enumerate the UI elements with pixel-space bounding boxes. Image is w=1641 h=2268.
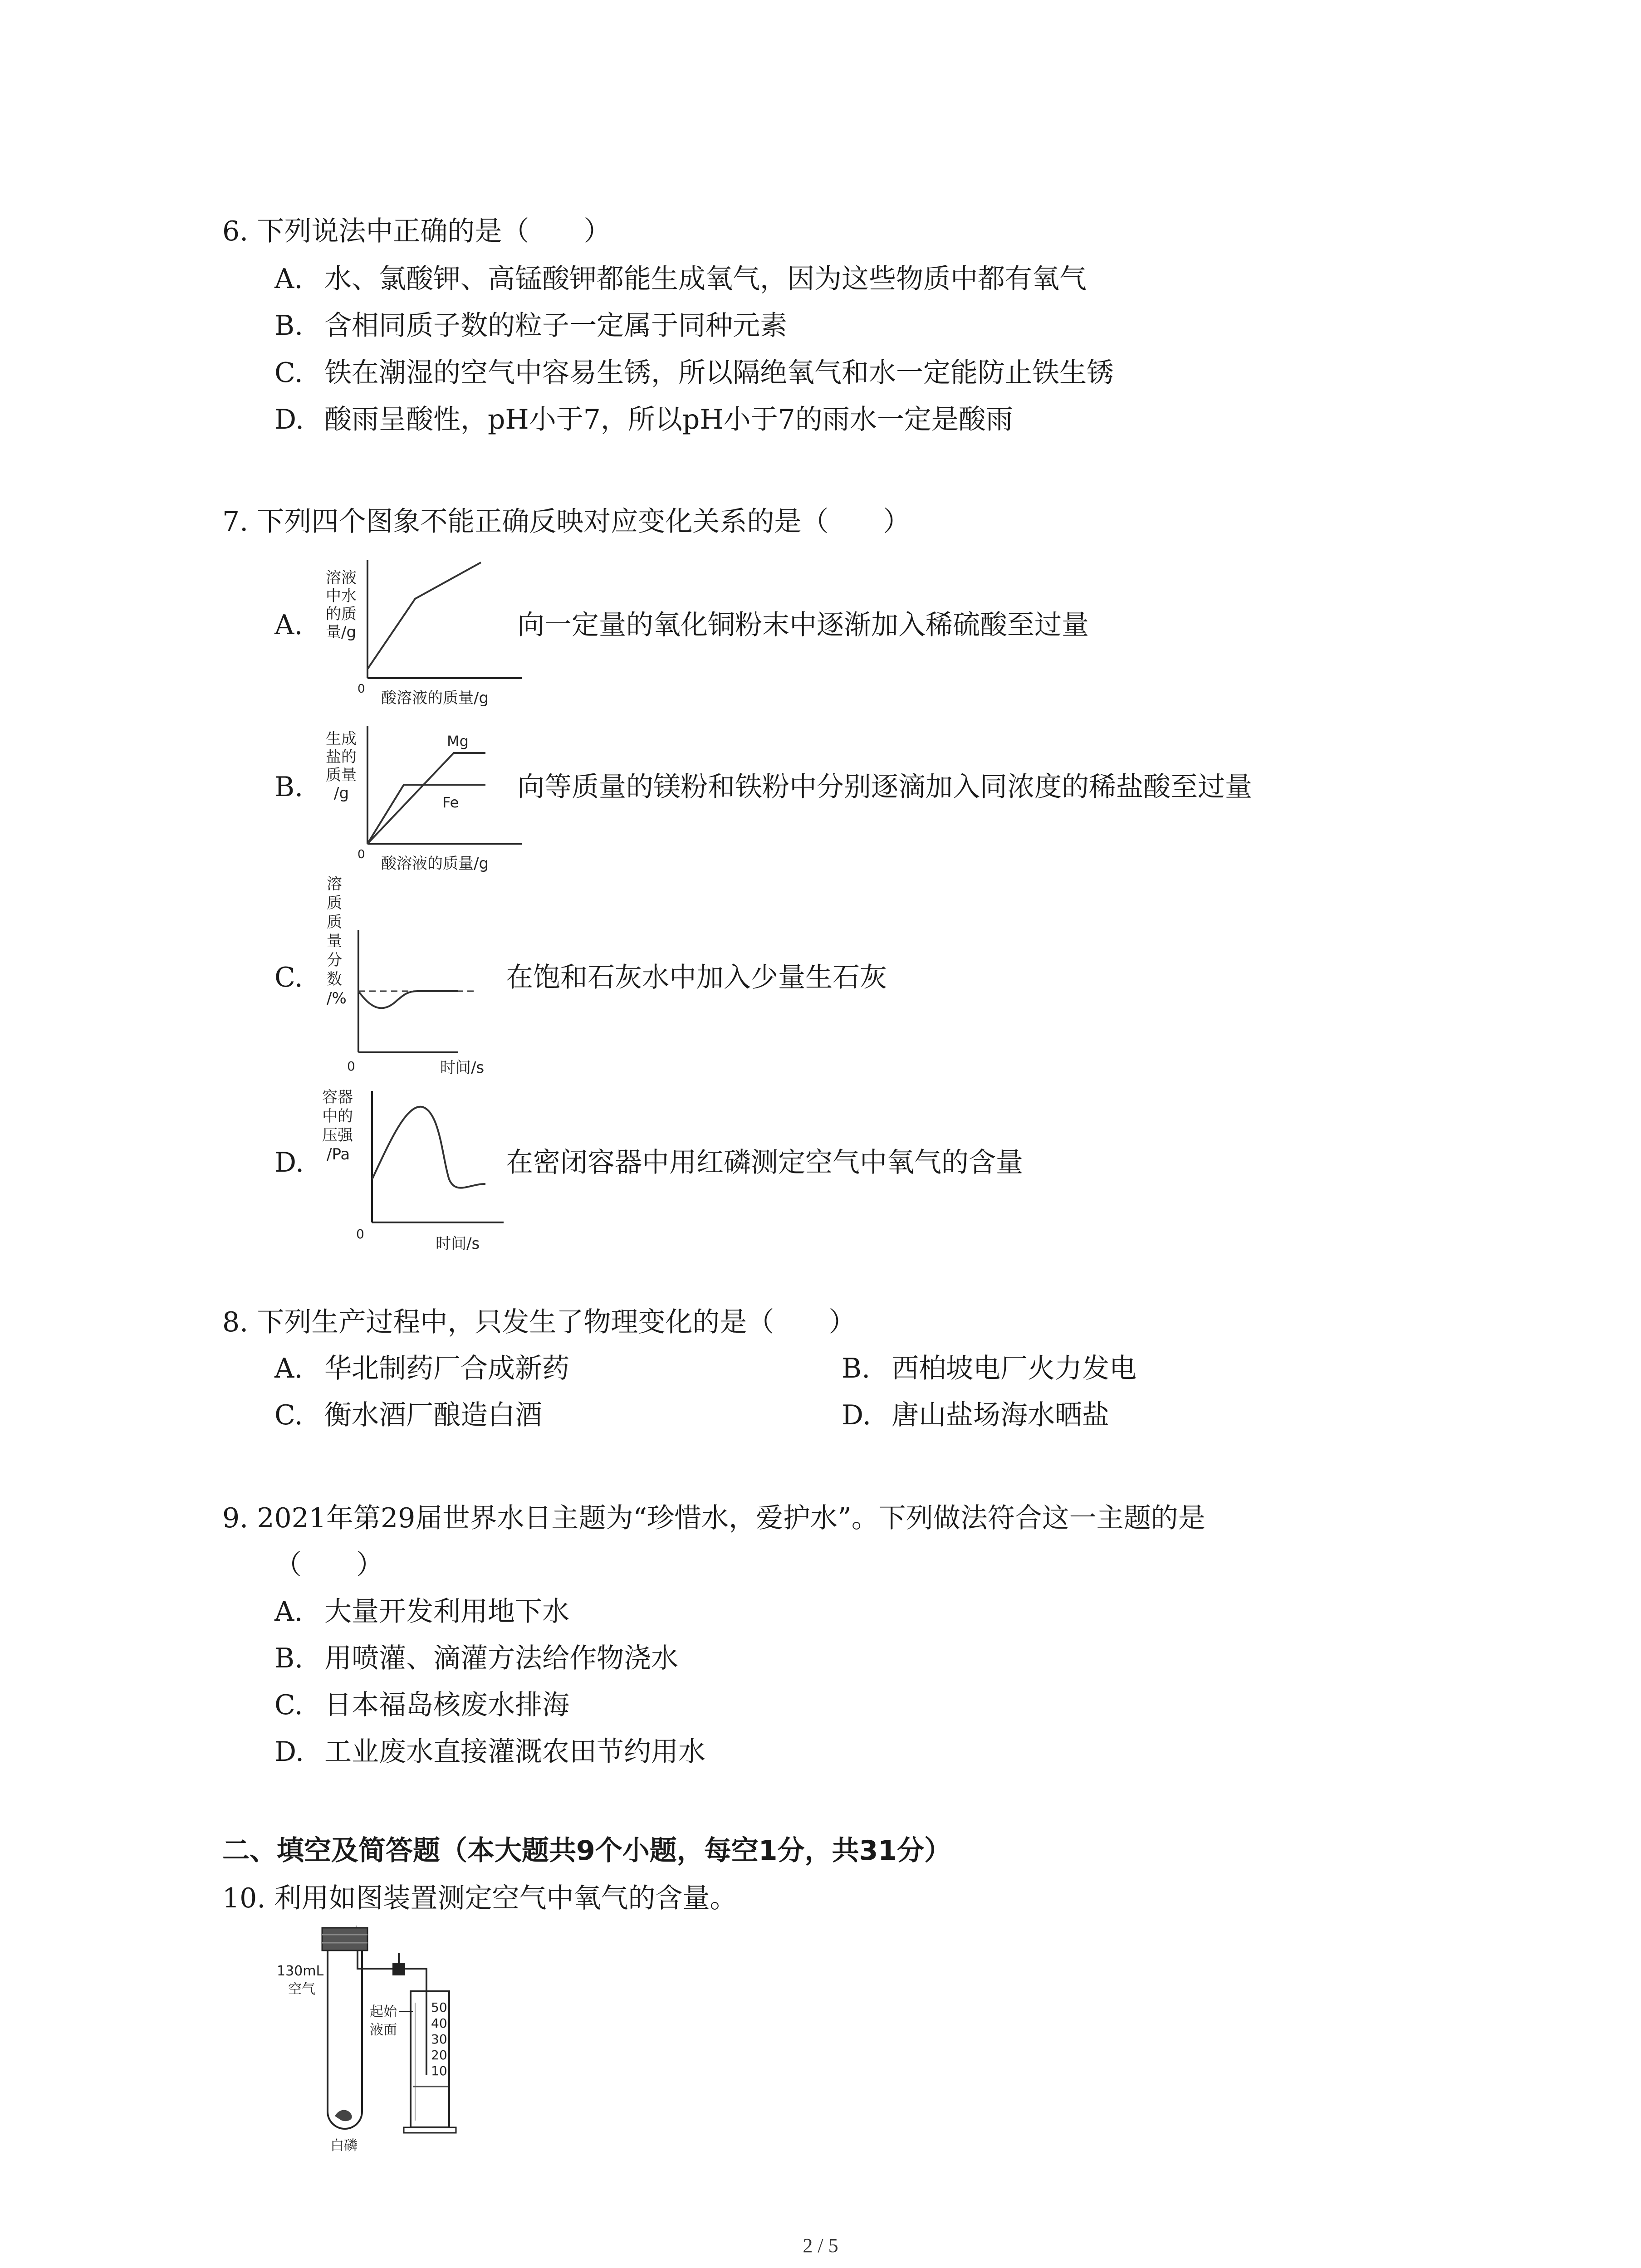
q7-option-b-letter: B. (274, 771, 304, 803)
q7-graph-a (313, 556, 531, 710)
q7-option-c-text: 在饱和石灰水中加入少量生石灰 (506, 962, 887, 993)
q7c-ylabel-2: 质 (327, 894, 342, 912)
q7a-xlabel: 酸溶液的质量/g (381, 689, 489, 707)
q7c-ylabel-5: 分 (327, 951, 342, 969)
q7a-origin: 0 (358, 682, 365, 696)
q8-option-a: A. 华北制药厂合成新药 (274, 1353, 569, 1384)
q6-option-c: C. 铁在潮湿的空气中容易生锈，所以隔绝氧气和水一定能防止铁生锈 (274, 357, 1114, 389)
q9-option-a: A. 大量开发利用地下水 (274, 1596, 569, 1628)
q10-label-start-1: 起始 (370, 2004, 397, 2020)
q7d-xlabel: 时间/s (436, 1235, 480, 1253)
q10-label-volume: 130mL (277, 1963, 324, 1979)
q10-label-air: 空气 (288, 1981, 315, 1997)
q10-scale-20: 20 (431, 2048, 447, 2063)
q7c-ylabel-3: 质 (327, 913, 342, 931)
q10-scale-10: 10 (431, 2063, 447, 2078)
q10-scale-50: 50 (431, 2000, 447, 2015)
q7-option-d-letter: D. (274, 1147, 304, 1178)
q7b-xlabel: 酸溶液的质量/g (381, 855, 489, 873)
section-2-heading: 二、填空及简答题（本大题共9个小题，每空1分，共31分） (222, 1835, 951, 1867)
q7-option-c-letter: C. (274, 962, 303, 993)
q7c-ylabel-1: 溶 (327, 875, 342, 893)
q7-graph-b (313, 721, 531, 875)
q9-option-c: C. 日本福岛核废水排海 (274, 1689, 569, 1721)
q8-option-d: D. 唐山盐场海水晒盐 (842, 1399, 1109, 1431)
q8-option-c: C. 衡水酒厂酿造白酒 (274, 1399, 542, 1431)
q7d-ylabel-3: 压强 (322, 1126, 353, 1144)
q10-scale-30: 30 (431, 2032, 447, 2047)
q7c-origin: 0 (347, 1059, 355, 1074)
q6-option-b: B. 含相同质子数的粒子一定属于同种元素 (274, 310, 787, 342)
page-number: 2 / 5 (803, 2234, 838, 2257)
q7-graph-d (313, 1086, 531, 1259)
q6-option-a: A. 水、氯酸钾、高锰酸钾都能生成氧气，因为这些物质中都有氧气 (274, 263, 1087, 295)
q7-option-a-text: 向一定量的氧化铜粉末中逐渐加入稀硫酸至过量 (517, 609, 1089, 641)
q7c-xlabel: 时间/s (440, 1059, 485, 1077)
q6-stem: 6. 下列说法中正确的是（ ） (222, 215, 611, 247)
q7d-ylabel-4: /Pa (327, 1145, 350, 1163)
q7-option-d-text: 在密闭容器中用红磷测定空气中氧气的含量 (506, 1147, 1023, 1178)
q10-stem: 10. 利用如图装置测定空气中氧气的含量。 (222, 1882, 737, 1914)
q7c-ylabel-7: /% (327, 989, 347, 1007)
q7c-ylabel-6: 数 (327, 970, 342, 988)
q9-option-b: B. 用喷灌、滴灌方法给作物浇水 (274, 1642, 678, 1674)
q7b-origin: 0 (358, 848, 365, 861)
q7a-ylabel-3: 的质 (326, 605, 357, 623)
q7-option-b-text: 向等质量的镁粉和铁粉中分别逐滴加入同浓度的稀盐酸至过量 (517, 771, 1252, 803)
q7a-ylabel-2: 中水 (326, 587, 357, 605)
q7-graph-c (313, 871, 531, 1084)
q6-option-d: D. 酸雨呈酸性，pH小于7，所以pH小于7的雨水一定是酸雨 (274, 404, 1013, 435)
q9-option-d: D. 工业废水直接灌溉农田节约用水 (274, 1736, 705, 1768)
q7b-series-fe: Fe (442, 794, 459, 811)
q7-stem: 7. 下列四个图象不能正确反映对应变化关系的是（ ） (222, 506, 911, 538)
q7d-ylabel-1: 容器 (322, 1088, 353, 1106)
q7a-ylabel-1: 溶液 (326, 569, 357, 587)
q7-option-a-letter: A. (274, 609, 303, 641)
q10-scale-40: 40 (431, 2016, 447, 2031)
q7d-ylabel-2: 中的 (322, 1107, 353, 1125)
q7b-ylabel-2: 盐的 (326, 748, 357, 766)
q7b-ylabel-1: 生成 (326, 730, 357, 748)
q7a-ylabel-4: 量/g (326, 623, 357, 641)
q7b-series-mg: Mg (447, 733, 469, 750)
q10-label-phosphorus: 白磷 (330, 2138, 358, 2154)
q10-label-start-2: 液面 (370, 2022, 397, 2038)
q8-option-b: B. 西柏坡电厂火力发电 (842, 1353, 1136, 1384)
q7c-ylabel-4: 量 (327, 932, 342, 950)
q9-stem: 9. 2021年第29届世界水日主题为“珍惜水，爱护水”。下列做法符合这一主题的是 (222, 1502, 1205, 1534)
q7b-ylabel-3: 质量 (326, 766, 357, 784)
q8-stem: 8. 下列生产过程中，只发生了物理变化的是（ ） (222, 1306, 856, 1338)
q7b-ylabel-4: /g (334, 784, 349, 802)
q9-stem-continued: （ ） (274, 1549, 383, 1581)
q7d-origin: 0 (356, 1227, 364, 1242)
q10-apparatus-figure (277, 1926, 531, 2157)
